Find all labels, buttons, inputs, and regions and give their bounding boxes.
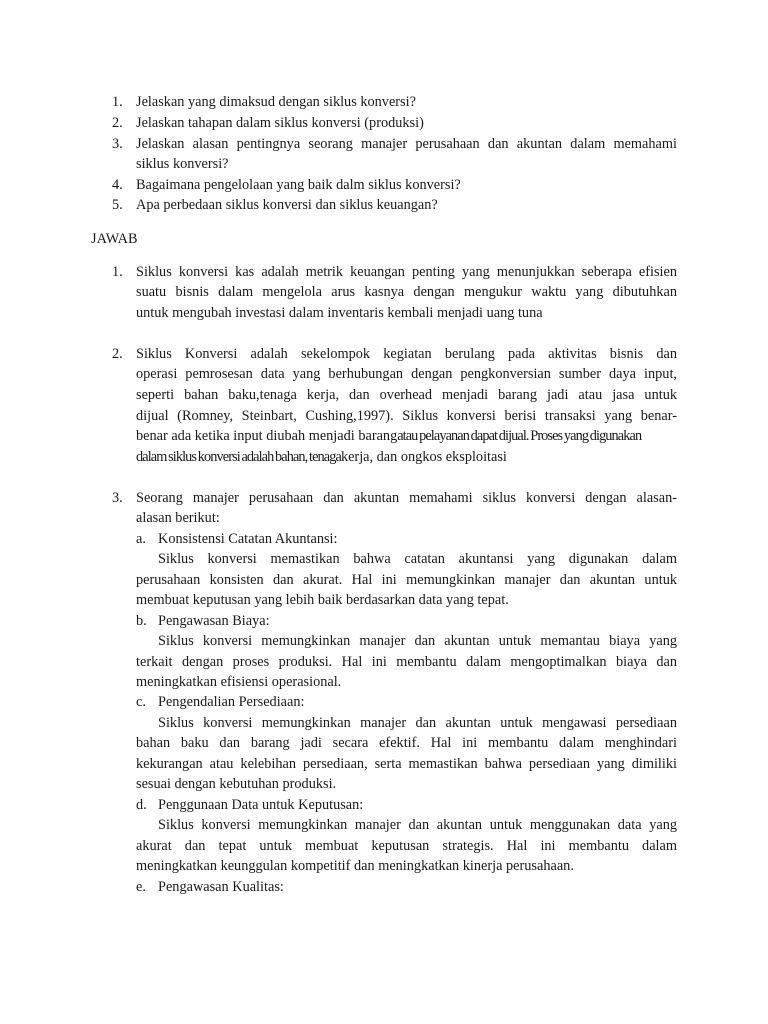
question-text: siklus konversi? [136,156,229,172]
sub-item-title [136,877,284,897]
question-number: 5. [112,197,123,213]
sub-item-title-text: Konsistensi Catatan Akuntansi: [158,531,338,547]
question-number: 3. [112,136,123,152]
answer-text: Siklus Konversi adalah sekelompok kegiatan berulang pada aktivitas bisnis dan [136,346,677,362]
answer-heading: JAWAB [91,231,138,247]
sub-item-letter: c. [136,694,146,710]
sub-item-letter: d. [136,797,147,813]
answer-text: Siklus konversi memastikan bahwa catatan akuntansi yang digunakan dalam [158,551,677,567]
question-number: 4. [112,177,123,193]
answer-text: dijual (Romney, Steinbart, Cushing,1997). Siklus konversi berisi transaksi yang benar- [136,408,677,424]
answer-text: akurat dan tepat untuk membuat keputusan strategis. Hal ini membantu dalam [136,838,677,854]
sub-item-title-text: Penggunaan Data untuk Keputusan: [158,797,364,813]
sub-item-title [136,529,338,549]
answer-text: meningkatkan efisiensi operasional. [136,674,342,690]
answer-text: untuk mengubah investasi dalam inventaris kembali menjadi uang tuna [136,305,543,321]
answer-text: suatu bisnis dalam mengelola arus kasnya dengan mengukur waktu yang dibutuhkan [136,284,677,300]
sub-item-title [136,611,270,631]
answer-text: bahan baku dan barang jadi secara efektif. Hal ini membantu dalam menghindari [136,735,677,751]
question-number: 1. [112,94,123,110]
answer-text: Siklus konversi memungkinkan manajer dan akuntan untuk memantau biaya yang [158,633,677,649]
answer-text: Seorang manajer perusahaan dan akuntan memahami siklus konversi dengan alasan- [136,490,677,506]
question-number: 2. [112,115,123,131]
answer-text: perusahaan konsisten dan akurat. Hal ini memungkinkan manajer dan akuntan untuk [136,572,677,588]
answer-text: operasi pemrosesan data yang berhubungan dengan pengkonversian sumber daya input, [136,366,677,382]
answer-text-segment: kerja, dan ongkos eksploitasi [340,449,507,465]
answer-text: alasan berikut: [136,510,220,526]
answer-text: Siklus konversi memungkinkan manajer dan akuntan untuk menggunakan data yang [158,817,677,833]
sub-item-title [136,692,305,712]
answer-text: membuat keputusan yang lebih baik berdasarkan data yang tepat. [136,592,509,608]
question-text: Jelaskan tahapan dalam siklus konversi (produksi) [136,115,424,131]
question-text: Apa perbedaan siklus konversi dan siklus keuangan? [136,197,438,213]
answer-text: Siklus konversi memungkinkan manajer dan akuntan untuk mengawasi persediaan [158,715,677,731]
answer-text-segment-condensed: dalam siklus konversi adalah bahan, tenaga [136,449,341,465]
answer-number: 1. [112,264,123,280]
answer-text-segment: benar ada ketika input diubah menjadi barang [136,428,398,444]
question-text: Jelaskan yang dimaksud dengan siklus konversi? [136,94,416,110]
sub-item-letter: b. [136,613,147,629]
answer-text-segment-condensed: atau pelayanan dapat dijual. Proses yang digunakan [397,428,642,444]
answer-text: meningkatkan keunggulan kompetitif dan meningkatkan kinerja perusahaan. [136,858,574,874]
answer-text: kekurangan atau kelebihan persediaan, serta memastikan bahwa persediaan yang dimiliki [136,756,677,772]
sub-item-letter: a. [136,531,146,547]
sub-item-title-text: Pengendalian Persediaan: [158,694,305,710]
answer-number: 2. [112,346,123,362]
answer-text-mixed [136,426,677,446]
question-text: Bagaimana pengelolaan yang baik dalm siklus konversi? [136,177,461,193]
sub-item-title-text: Pengawasan Kualitas: [158,879,284,895]
sub-item-title [136,795,363,815]
answer-number: 3. [112,490,123,506]
answer-text-mixed [136,447,677,467]
answer-text: Siklus konversi kas adalah metrik keuangan penting yang menunjukkan seberapa efisien [136,264,677,280]
answer-text: terkait dengan proses produksi. Hal ini membantu dalam mengoptimalkan biaya dan [136,654,677,670]
answer-text: sesuai dengan kebutuhan produksi. [136,776,337,792]
sub-item-title-text: Pengawasan Biaya: [158,613,270,629]
question-text: Jelaskan alasan pentingnya seorang manajer perusahaan dan akuntan dalam memahami [136,136,677,152]
answer-text: seperti bahan baku,tenaga kerja, dan overhead menjadi barang jadi atau jasa untuk [136,387,677,403]
sub-item-letter: e. [136,879,146,895]
